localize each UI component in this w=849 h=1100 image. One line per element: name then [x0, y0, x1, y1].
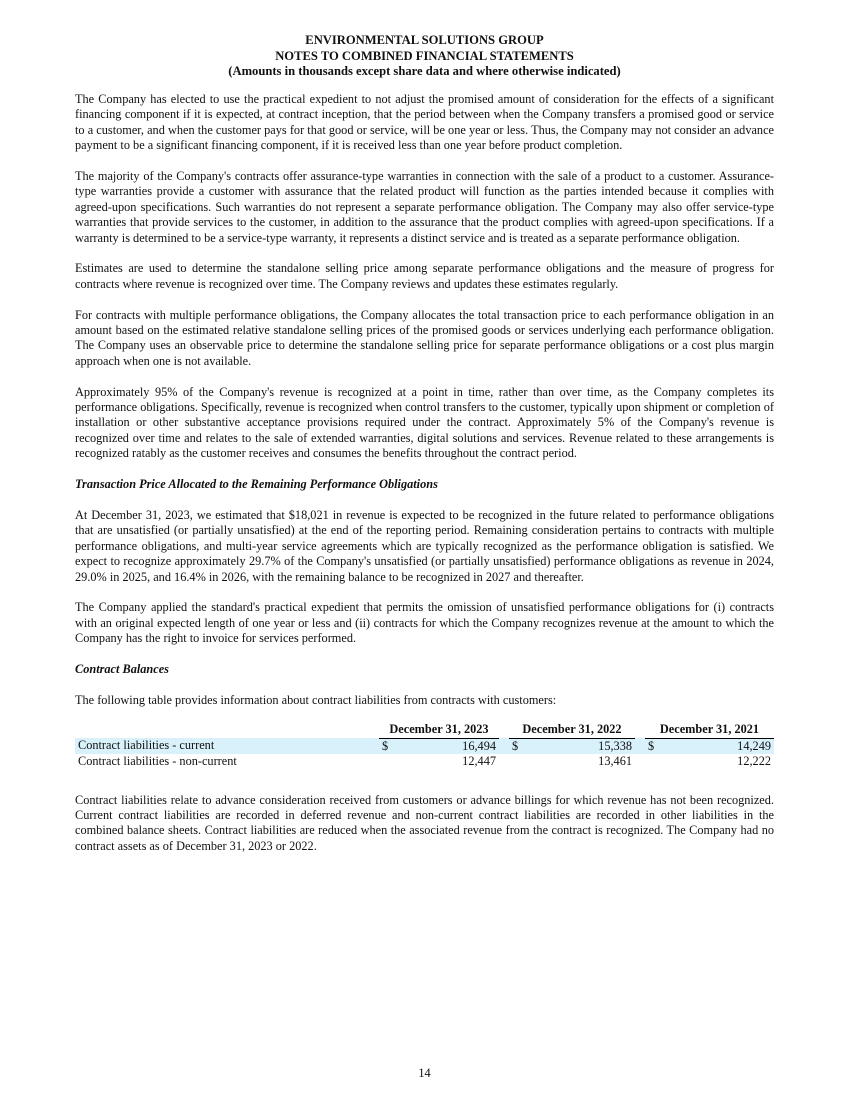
paragraph-multiple-obligations: For contracts with multiple performance obligations, the Company allocates the total transaction price to each performance obligation in an amount based on the estimated relative standalone selling prices of the promised goods or services underlying each performance obligation. The Company uses an observable price to determine the standalone selling price for separate performance obligations or a cost plus margin approach when one is not available. — [75, 307, 774, 368]
currency-symbol: $ — [645, 738, 663, 754]
document-title: NOTES TO COMBINED FINANCIAL STATEMENTS — [275, 48, 574, 63]
value-2022: 13,461 — [598, 754, 632, 769]
row-label: Contract liabilities - current — [75, 738, 379, 754]
paragraph-financing-component: The Company has elected to use the practical expedient to not adjust the promised amount of consideration for the effects of a significant financing component if it is expected, at contract inception, that the period between when the Company transfers a promised good or service to a customer, and when the customer pays for that good or service, will be one year or less. Thus, the Company may not consider an advance payment to be a significant financing component, if it is received less than one year before product completion. — [75, 92, 774, 153]
currency-symbol: $ — [379, 738, 397, 754]
column-header-2023: December 31, 2023 — [379, 722, 499, 738]
table-row — [75, 754, 774, 770]
value-2021: 12,222 — [737, 754, 771, 769]
paragraph-contract-liabilities: Contract liabilities relate to advance consideration received from customers or advance billings for which revenue has not been recognized. Current contract liabilities are recorded in deferred revenue and non-current contract liabilities are recorded in other liabilities in the combined balance sheets. Contract liabilities are reduced when the associated revenue from the contract is recognized. The Company had no contract assets as of December 31, 2023 or 2022. — [75, 792, 774, 853]
row-label: Contract liabilities - non-current — [78, 754, 237, 769]
heading-contract-balances: Contract Balances — [75, 661, 169, 676]
page-header — [0, 33, 849, 80]
currency-symbol — [645, 754, 663, 770]
document-subtitle: (Amounts in thousands except share data and where otherwise indicated) — [228, 64, 621, 78]
table-header-row — [75, 722, 774, 738]
value-2023: 16,494 — [397, 738, 499, 754]
value-2023: 12,447 — [462, 754, 496, 769]
page-number: 14 — [418, 1066, 431, 1080]
paragraph-table-intro: The following table provides information about contract liabilities from contracts with customers: — [75, 692, 557, 707]
value-2022: 15,338 — [527, 738, 635, 754]
value-2021: 14,249 — [663, 738, 774, 754]
currency-symbol: $ — [509, 738, 527, 754]
paragraph-warranties: The majority of the Company's contracts offer assurance-type warranties in connection with the sale of a product to a customer. Assurance-type warranties provide a customer with assurance that the related product will function as the parties intended because it complies with agreed-upon specifications. Such warranties do not represent a separate performance obligation. The Company may also offer service-type warranties that provide services to the customer, in addition to the assurance that the product complies with agreed-upon specifications. If a warranty is determined to be a service-type warranty, it represents a distinct service and is treated as a separate performance obligation. — [75, 169, 774, 245]
currency-symbol — [509, 754, 527, 770]
column-header-2021: December 31, 2021 — [645, 722, 774, 738]
paragraph-revenue-timing: Approximately 95% of the Company's revenue is recognized at a point in time, rather than over time, as the Company completes its performance obligations. Specifically, revenue is recognized when control transfers to the customer, typically upon shipment or completion of installation or other substantive acceptance provisions required under the contract. Approximately 5% of the Company's revenue is recognized over time and relates to the sale of extended warranties, digital solutions and services. Revenue related to these arrangements is recognized ratably as the customer receives and consumes the benefits throughout the contract period. — [75, 384, 774, 461]
contract-liabilities-table — [75, 722, 774, 770]
body-content — [75, 92, 774, 854]
paragraph-remaining-obligations: At December 31, 2023, we estimated that $18,021 in revenue is expected to be recognized in the future related to performance obligations that are unsatisfied (or partially unsatisfied) at the end of the reporting period. Remaining consideration pertains to contracts with multiple performance obligations, and multi-year service agreements which are typically recognized as the performance obligation is satisfied. We expect to recognize approximately 29.7% of the Company's unsatisfied (or partially unsatisfied) performance obligations as revenue in 2024, 29.0% in 2025, and 16.4% in 2026, with the remaining balance to be recognized in 2027 and thereafter. — [75, 507, 774, 584]
paragraph-practical-expedient: The Company applied the standard's practical expedient that permits the omission of unsatisfied performance obligations for (i) contracts with an original expected length of one year or less and (ii) contracts for which the Company recognizes revenue at the amount to which the Company has the right to invoice for services performed. — [75, 600, 774, 646]
column-header-2022: December 31, 2022 — [509, 722, 635, 738]
currency-symbol — [379, 754, 397, 770]
table-row — [75, 738, 774, 754]
company-name: ENVIRONMENTAL SOLUTIONS GROUP — [305, 33, 544, 47]
paragraph-estimates: Estimates are used to determine the standalone selling price among separate performance obligations and the measure of progress for contracts where revenue is recognized over time. The Company reviews and updates these estimates regularly. — [75, 261, 774, 291]
heading-transaction-price: Transaction Price Allocated to the Remaining Performance Obligations — [75, 477, 438, 492]
